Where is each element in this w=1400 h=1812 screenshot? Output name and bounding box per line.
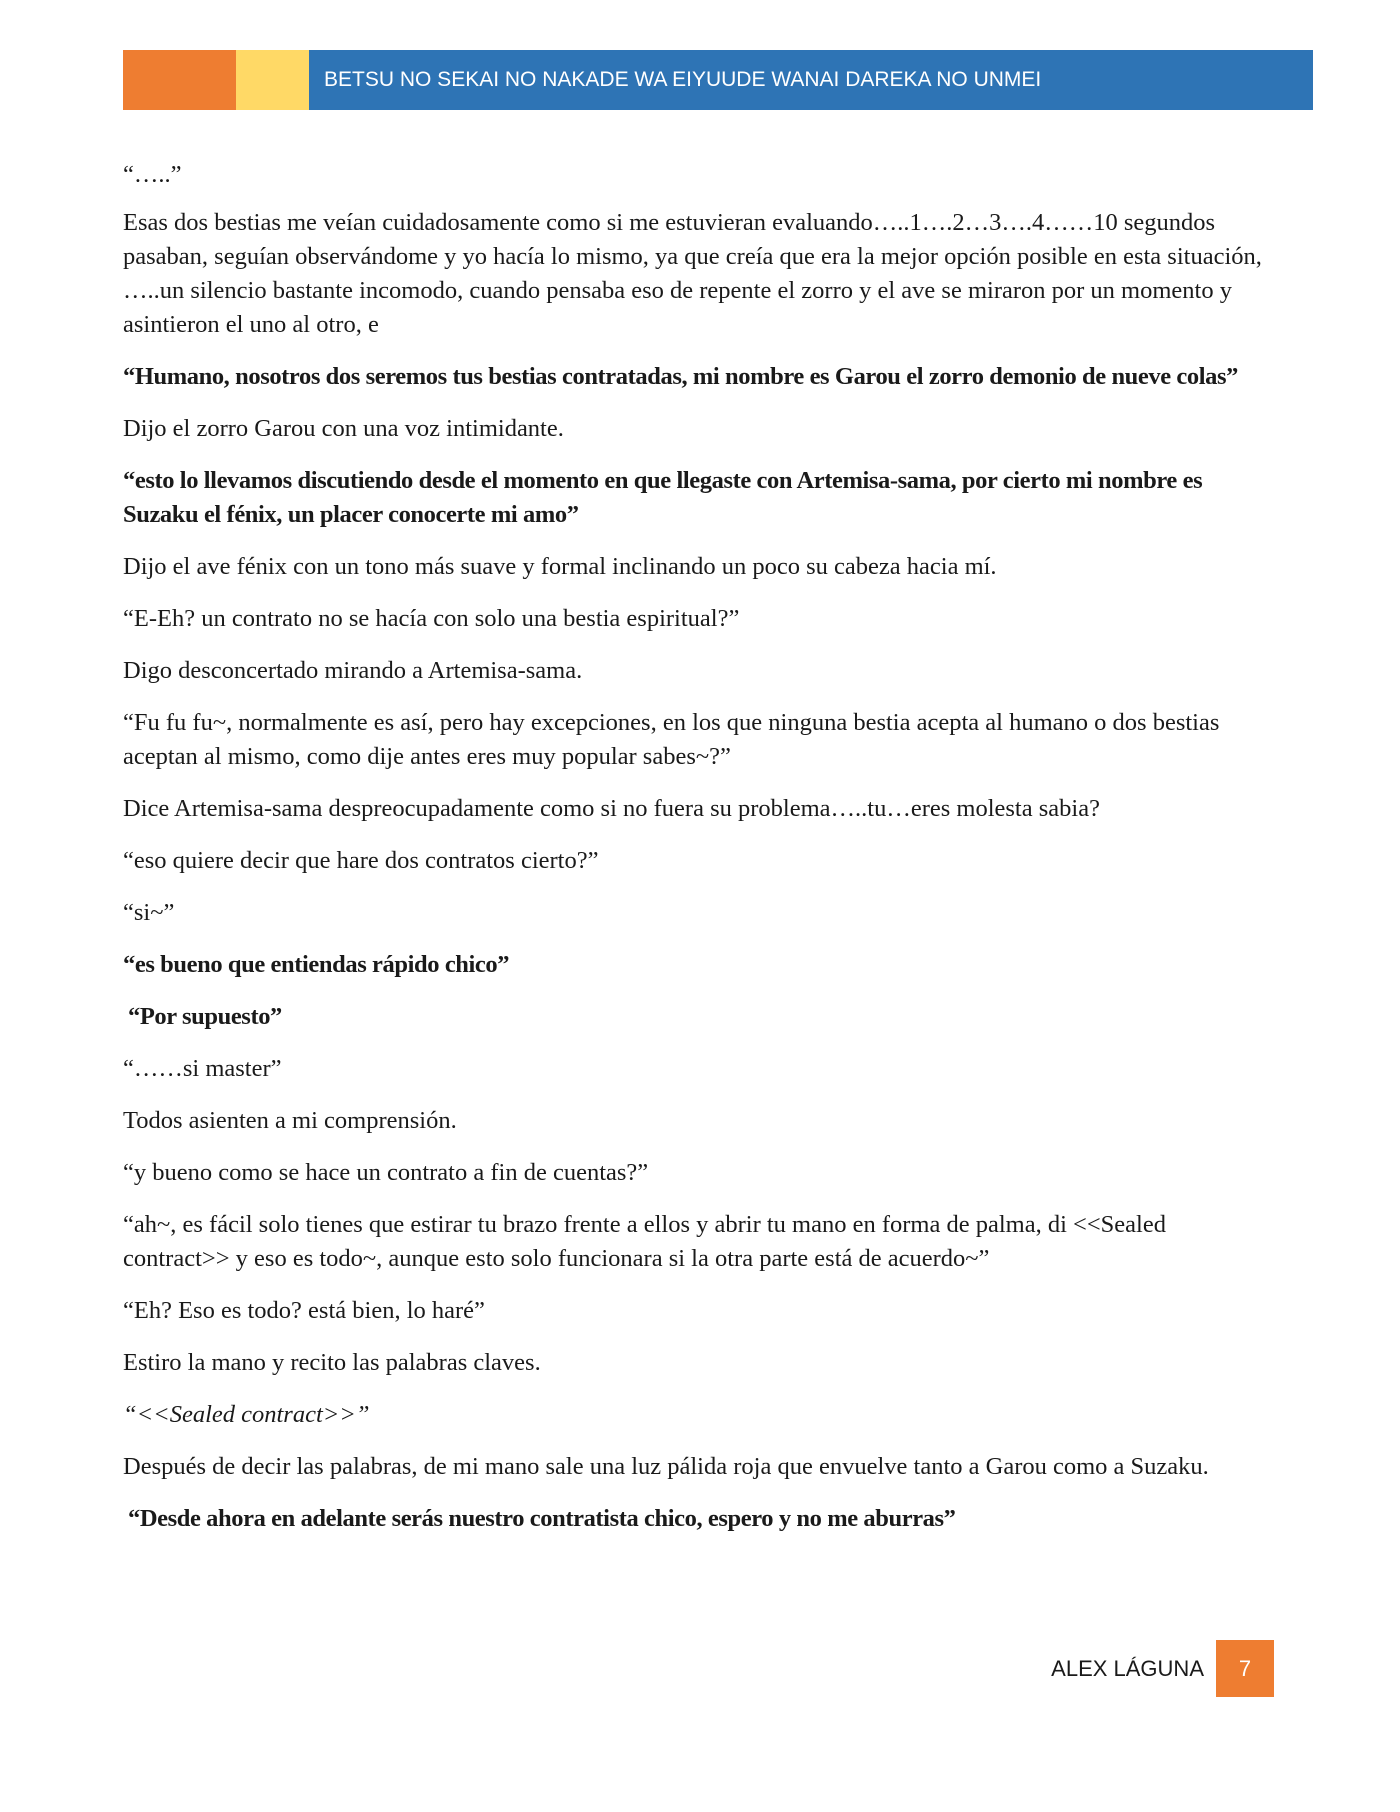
- page-header: [123, 50, 1313, 110]
- paragraph: “si~”: [123, 899, 175, 926]
- paragraph: Dijo el ave fénix con un tono más suave y formal inclinando un poco su cabeza hacia mí.: [123, 553, 997, 580]
- paragraph: “E-Eh? un contrato no se hacía con solo una bestia espiritual?”: [123, 605, 740, 632]
- paragraph: “Desde ahora en adelante serás nuestro contratista chico, espero y no me aburras”: [128, 1505, 956, 1532]
- header-orange-block: [123, 50, 236, 110]
- paragraph: “……si master”: [123, 1055, 282, 1082]
- footer-author: ALEX LÁGUNA: [1051, 1656, 1204, 1681]
- paragraph: “eso quiere decir que hare dos contratos cierto?”: [123, 847, 599, 874]
- paragraph: Dice Artemisa-sama despreocupadamente como si no fuera su problema…..tu…eres molesta sabia?: [123, 795, 1100, 822]
- paragraph: “ah~, es fácil solo tienes que estirar tu brazo frente a ellos y abrir tu mano en forma de palma, di <<Sealed contract>> y eso es todo~, aunque esto solo funcionara si la otra parte está de acuerdo~”: [123, 1211, 1166, 1272]
- paragraph: “Fu fu fu~, normalmente es así, pero hay excepciones, en los que ninguna bestia acepta al humano o dos bestias aceptan al mismo, como dije antes eres muy popular sabes~?”: [123, 709, 1220, 770]
- paragraph: Digo desconcertado mirando a Artemisa-sama.: [123, 657, 583, 684]
- paragraph: “es bueno que entiendas rápido chico”: [123, 951, 510, 978]
- paragraph: “esto lo llevamos discutiendo desde el momento en que llegaste con Artemisa-sama, por cierto mi nombre es Suzaku el fénix, un placer conocerte mi amo”: [123, 467, 1203, 528]
- header-title: BETSU NO SEKAI NO NAKADE WA EIYUUDE WANAI DAREKA NO UNMEI: [309, 50, 1313, 110]
- paragraph: “Humano, nosotros dos seremos tus bestias contratadas, mi nombre es Garou el zorro demonio de nueve colas”: [123, 363, 1238, 390]
- header-yellow-block: [236, 50, 309, 110]
- paragraph: “…..”: [123, 161, 182, 188]
- paragraph: “<<Sealed contract>>”: [123, 1401, 370, 1428]
- paragraph: Todos asienten a mi comprensión.: [123, 1107, 457, 1134]
- paragraph: “Eh? Eso es todo? está bien, lo haré”: [123, 1297, 485, 1324]
- page-number: 7: [1216, 1640, 1274, 1697]
- document-body: [123, 158, 1273, 1554]
- paragraph: “Por supuesto”: [128, 1003, 282, 1030]
- paragraph: Esas dos bestias me veían cuidadosamente como si me estuvieran evaluando…..1….2…3….4……10 segundos pasaban, seguían observándome y yo hacía lo mismo, ya que creía que era la mejor opción posible en esta situación, …..un silencio bastante incomodo, cuando pensaba eso de repente el zorro y el ave se miraron por un momento y asintieron el uno al otro, e: [123, 209, 1262, 338]
- paragraph: Después de decir las palabras, de mi mano sale una luz pálida roja que envuelve tanto a Garou como a Suzaku.: [123, 1453, 1209, 1480]
- paragraph: Estiro la mano y recito las palabras claves.: [123, 1349, 541, 1376]
- paragraph: “y bueno como se hace un contrato a fin de cuentas?”: [123, 1159, 649, 1186]
- paragraph: Dijo el zorro Garou con una voz intimidante.: [123, 415, 564, 442]
